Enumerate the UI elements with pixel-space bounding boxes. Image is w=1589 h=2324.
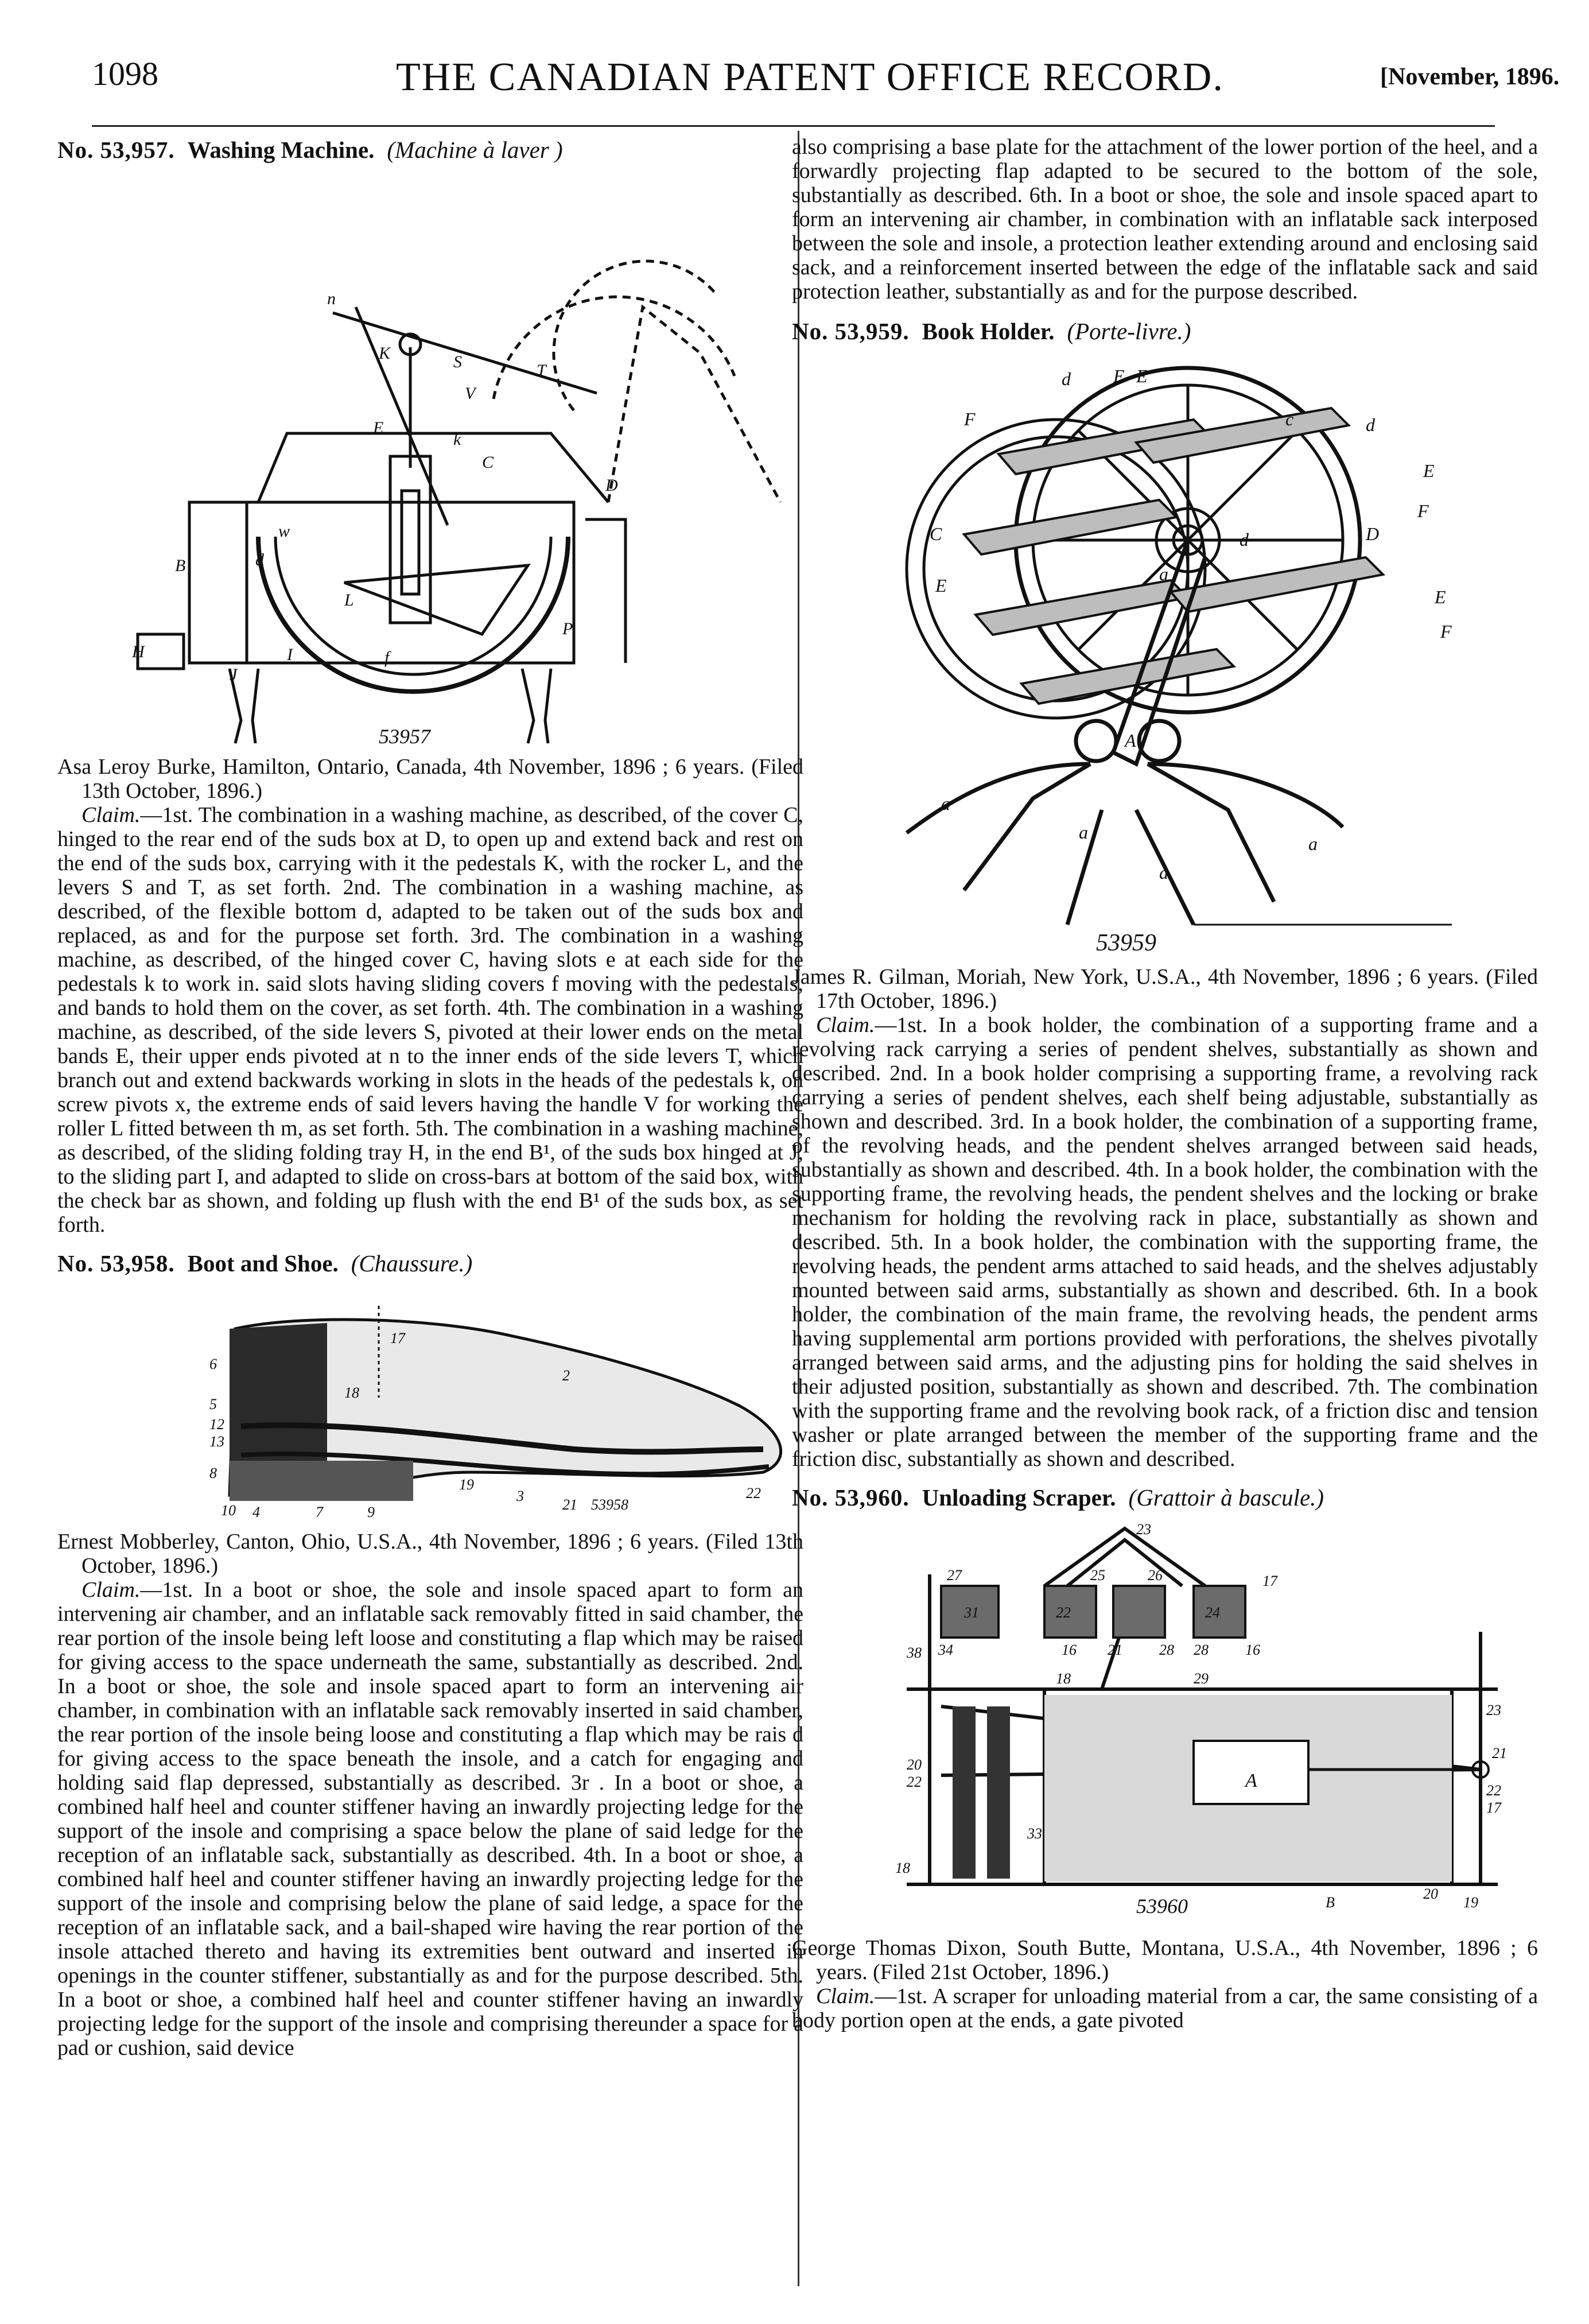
shoe-label-21: 21 [562,1496,577,1513]
book-label-a-leg2: a [1079,822,1088,843]
patent-number: No. 53,957. [57,137,175,163]
book-label-a-caps: A [1125,730,1136,751]
fig-label-c: C [482,453,494,472]
scraper-label-21-right: 21 [1492,1745,1507,1762]
page-number: 1098 [92,55,158,92]
patent-french-title: (Chaussure.) [351,1250,473,1277]
header-rule [92,125,1495,127]
fig-label-k: K [379,344,391,363]
book-label-d-mid: d [1240,529,1249,550]
figure-caption-53958: 53958 [591,1496,628,1513]
patent-title: Unloading Scraper. [922,1484,1116,1511]
journal-title: THE CANADIAN PATENT OFFICE RECORD. [396,55,1224,99]
scraper-label-29: 29 [1194,1670,1209,1687]
figure-boot-and-shoe [57,1283,803,1524]
figure-book-holder [792,351,1538,959]
fig-label-j: J [230,665,238,684]
shoe-label-9: 9 [367,1504,375,1520]
book-label-e-top2: E [1136,366,1148,386]
figure-caption-53959: 53959 [1096,930,1156,956]
fig-label-b: B [175,556,186,575]
scraper-label-27: 27 [947,1567,962,1584]
unloading-scraper-drawing [792,1517,1538,1930]
inventor-info-53957: Asa Leroy Burke, Hamilton, Ontario, Canada, 4th November, 1896 ; 6 years. (Filed 13th October, 1896.) [57,755,803,803]
fig-label-i: I [287,645,293,664]
patent-title: Washing Machine. [187,137,375,163]
shoe-label-17: 17 [390,1330,405,1347]
fig-label-v: V [465,384,476,403]
fig-label-k-small: k [453,430,461,449]
boot-shoe-drawing [57,1283,803,1524]
shoe-label-8: 8 [209,1465,217,1481]
patent-title: Boot and Shoe. [187,1250,339,1277]
patent-number: No. 53,958. [57,1250,175,1277]
figure-caption-53957: 53957 [379,725,430,748]
scraper-label-20-bottom: 20 [1423,1885,1438,1902]
scraper-label-17-top: 17 [1262,1573,1277,1589]
shoe-label-12: 12 [209,1416,224,1433]
shoe-label-18: 18 [344,1384,359,1401]
claims-continuation-53958: also comprising a base plate for the attachment of the lower portion of the heel, and a forwardly projecting flap adapted to be secured to the bottom of the sole, substantially as described. 6th. In a boot or shoe, the sole and insole spaced apart to form an intervening air chamber, in combination with an inflatable sack interposed between the sole and insole, a protection leather extending around and enclosing said sack, and a reinforcement inserted between the edge of the inflatable sack and said protection leather, substantially as and for the purpose described. [792,135,1538,304]
claims-53958 [57,1578,803,2060]
book-label-a-arm: a [1159,564,1168,584]
claim-label: Claim. [81,803,141,827]
inventor-info-53958: Ernest Mobberley, Canton, Ohio, U.S.A., 4th November, 1896 ; 6 years. (Filed 13th October, 1896.) [57,1530,803,1578]
claim-label: Claim. [816,1984,875,2008]
claims-53959 [792,1013,1538,1471]
scraper-label-22-right: 22 [1486,1782,1501,1799]
book-label-f-lower: F [1440,621,1452,642]
claim-text: —1st. A scraper for unloading material from a car, the same consisting of a body portion open at the ends, a gate pivoted [792,1984,1538,2032]
book-label-e-lower: E [1435,587,1446,607]
left-column [57,135,803,2060]
inventor-info-53960: George Thomas Dixon, South Butte, Montana, U.S.A., 4th November, 1896 ; 6 years. (Filed 21st October, 1896.) [792,1936,1538,1984]
shoe-label-10: 10 [221,1502,236,1519]
scraper-label-b: B [1326,1894,1335,1911]
shoe-label-6: 6 [209,1356,217,1372]
claims-53960 [792,1984,1538,2032]
fig-label-t: T [537,361,546,380]
patent-heading-53960 [792,1483,1538,1512]
scraper-label-17-right: 17 [1486,1799,1501,1816]
book-label-f-right: F [1417,501,1429,521]
book-label-e-right: E [1423,460,1435,481]
patent-title: Book Holder. [922,318,1055,344]
scraper-label-23-right: 23 [1486,1702,1501,1718]
scraper-label-18-top: 18 [1056,1670,1071,1687]
fig-label-n: n [327,289,336,308]
book-label-a-leg3: a [1308,833,1318,854]
shoe-label-2: 2 [562,1367,570,1384]
book-label-a-leg1: a [941,793,950,814]
patent-french-title: (Grattoir à bascule.) [1128,1484,1324,1511]
scraper-label-22-left: 22 [907,1774,922,1790]
fig-label-l: L [344,591,354,610]
shoe-label-3: 3 [516,1488,524,1504]
fig-label-d-small: d [255,550,264,569]
scraper-label-22-top: 22 [1056,1604,1071,1621]
book-label-f-left: F [964,409,976,429]
book-label-c-big: C [930,523,942,544]
scraper-label-28-top: 28 [1159,1642,1174,1658]
scraper-label-23: 23 [1136,1521,1151,1538]
scraper-label-31: 31 [964,1604,979,1621]
inventor-info-53959: James R. Gilman, Moriah, New York, U.S.A., 4th November, 1896 ; 6 years. (Filed 17th October, 1896.) [792,965,1538,1013]
shoe-label-19: 19 [459,1476,474,1493]
book-label-e-top: E [1113,366,1125,386]
claims-53957 [57,803,803,1237]
book-label-e-left: E [935,575,947,596]
book-holder-drawing [792,351,1538,959]
shoe-label-5: 5 [209,1396,217,1413]
fig-label-d: D [605,476,618,495]
fig-label-h: H [132,642,145,661]
claim-label: Claim. [81,1578,141,1602]
figure-caption-53960: 53960 [1136,1895,1188,1918]
claim-text: —1st. In a boot or shoe, the sole and insole spaced apart to form an intervening air chamber, and an inflatable sack removably fitted in said chamber, the rear portion of the insole being left loose and constituting a flap which may be raised for giving access to the space underneath the same, substantially as described. 2nd. In a boot or shoe, the sole and insole spaced apart to form an intervening air chamber, in combination with an inflatable sack removably inserted in said chamber, the rear portion of the insole being loose and constituting a flap which may be rais d for giving access to the space beneath the insole, and a catch for engaging and holding said flap depressed, substantially as described. 3r . In a boot or shoe, a combined half heel and counter stiffener having an inwardly projecting ledge for the support of the insole and comprising a space below the plane of said ledge for the reception of an inflatable sack, substantially as described. 4th. In a boot or shoe, a combined half heel and counter stiffener having an inwardly projecting ledge for the support of the insole and comprising below the plane of said ledge, a space for the reception of an inflatable sack, and a bail-shaped wire having the rear portion of the insole attached thereto and having its extremities bent outward and inserted in openings in the counter stiffener, substantially as and for the purpose described. 5th. In a boot or shoe, a combined half heel and counter stiffener having an inwardly projecting ledge for the support of the insole and comprising thereunder a space for a pad or cushion, said device [57,1578,803,2060]
patent-heading-53958 [57,1248,803,1278]
fig-label-p: P [562,619,573,638]
figure-unloading-scraper [792,1517,1538,1930]
claim-text: —1st. In a book holder, the combination of a supporting frame and a revolving rack carrying a series of pendent shelves, substantially as shown and described. 2nd. In a book holder comprising a supporting frame, a revolving rack carrying a series of pendent shelves, each shelf being adjustable, substantially as shown and described. 3rd. In a book holder, the combination of a supporting frame, of the revolving heads, and the pendent shelves arranged between said heads, substantially as shown and described. 4th. In a book holder, the combination with the supporting frame, the revolving heads, the pendent shelves and the locking or brake mechanism for holding the revolving rack in place, substantially as shown and described. 5th. In a book holder, the combination with the supporting frame, the revolving heads, the pendent arms attached to said heads, and the shelves adjustably mounted between said arms, substantially as shown and described. 6th. In a book holder, the combination of the main frame, the revolving heads, the pendent arms having supplemental arm portions provided with perforations, the shelves pivotally arranged between said arms, and the adjusting pins for holding the said shelves in their adjusted position, substantially as shown and described. 7th. The combination with the supporting frame and the revolving book rack, of a friction disc and tension washer or plate arranged between the member of the supporting frame and the friction disc, substantially as shown and described. [792,1013,1538,1471]
shoe-label-13: 13 [209,1433,224,1450]
fig-label-e: E [373,418,384,437]
scraper-label-38: 38 [907,1644,922,1661]
scraper-label-33: 33 [1027,1825,1042,1842]
book-label-d-top: d [1062,368,1071,389]
scraper-label-19: 19 [1463,1894,1478,1911]
claim-label: Claim. [816,1013,875,1037]
patent-french-title: (Porte-livre.) [1067,318,1191,344]
shoe-label-22: 22 [746,1485,761,1502]
scraper-label-18-bottom: 18 [895,1860,910,1876]
scraper-label-30: 16 [1062,1642,1077,1658]
fig-label-f: f [384,648,390,667]
scraper-label-28-mid: 28 [1194,1642,1209,1658]
shoe-label-7: 7 [316,1504,323,1520]
book-label-d-right: d [1366,414,1375,435]
claim-text: —1st. The combination in a washing machine, as described, of the cover C, hinged to the rear end of the suds box at D, to open up and extend back and rest on the end of the suds box, carrying with it the pedestals K, with the rocker L, and the levers S and T, as set forth. 2nd. The combination in a washing machine, as described, of the flexible bottom d, adapted to be taken out of the suds box and replaced, as and for the purpose set forth. 3rd. The combination in a washing machine, as described, of the hinged cover C, having slots e at each side for the pedestals k to work in. said slots having sliding covers f moving with the pedestals, and bands to hold them on the cover, as set forth. 4th. The combination in a washing machine, as described, of the side levers S, pivoted at their lower ends on the metal bands E, their upper ends pivoted at n to the inner ends of the side levers T, which branch out and extend backwards working in slots in the heads of the pedestals k, on screw pivots x, the extreme ends of said levers having the handle V for working the roller L fitted between th m, as set forth. 5th. The combination in a washing machine, as described, of the sliding folding tray H, in the end B¹, of the suds box hinged at J, to the sliding part I, and adapted to slide on cross-bars at bottom of the said box, with the check bar as shown, and folding up flush with the end B¹ of the suds box, as set forth. [57,803,803,1237]
scraper-label-26: 26 [1148,1567,1163,1584]
shoe-label-4: 4 [252,1504,260,1520]
washing-machine-drawing [57,169,803,749]
fig-label-s: S [453,352,462,371]
scraper-label-25: 25 [1090,1567,1105,1584]
scraper-label-21-top: 21 [1108,1642,1122,1658]
scraper-label-16: 16 [1245,1642,1260,1658]
issue-date: [November, 1896. [1380,64,1560,90]
patent-french-title: (Machine à laver ) [387,137,563,163]
patent-heading-53959 [792,316,1538,346]
book-label-d-axle: D [1366,523,1380,544]
scraper-label-24: 24 [1205,1604,1220,1621]
right-column [792,135,1538,2032]
patent-heading-53957 [57,135,803,165]
scraper-label-34: 34 [938,1642,953,1658]
figure-washing-machine [57,169,803,749]
fig-label-w: w [278,522,290,541]
scraper-label-20-left: 20 [907,1756,922,1773]
patent-number: No. 53,960. [792,1484,910,1511]
scraper-label-a: A [1245,1770,1257,1791]
book-label-a-leg4: a [1159,862,1168,883]
patent-number: No. 53,959. [792,318,910,344]
book-label-c-small: c [1285,409,1294,429]
